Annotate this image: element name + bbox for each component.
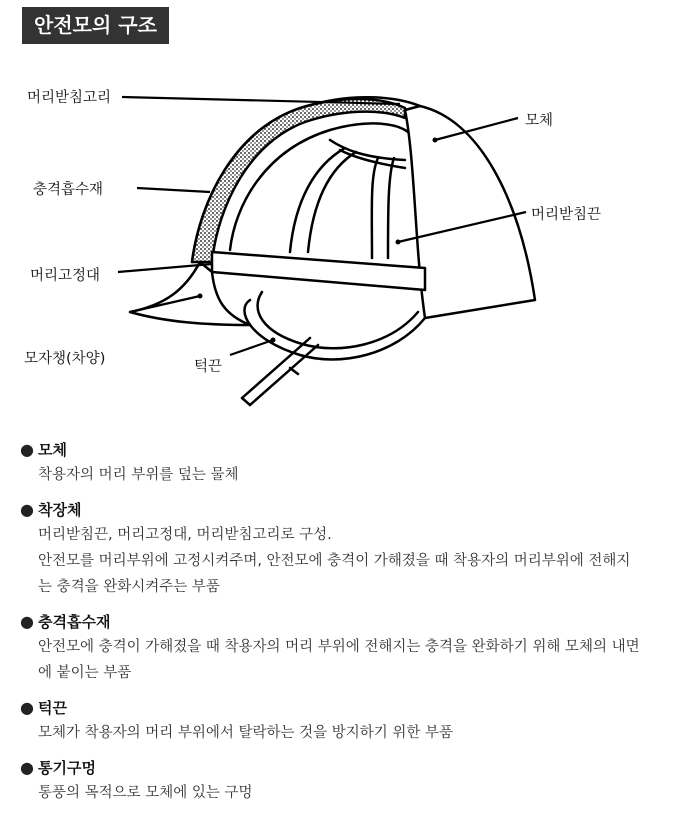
label-shock-absorber: 충격흡수재 <box>33 182 104 198</box>
definition-desc: 에 붙이는 부품 <box>38 665 132 681</box>
definition-term: 턱끈 <box>38 699 67 717</box>
bullet-icon: ● <box>20 440 34 459</box>
definition-desc: 안전모를 머리부위에 고정시켜주며, 안전모에 충격이 가해졌을 때 착용자의 머리부위에 전해지 <box>38 553 631 569</box>
label-head-band: 머리고정대 <box>30 268 101 284</box>
definition-list <box>18 438 683 816</box>
label-chin-strap: 턱끈 <box>194 359 223 375</box>
label-shell: 모체 <box>525 113 554 129</box>
definition-item <box>18 610 683 686</box>
definition-desc: 머리받침끈, 머리고정대, 머리받침고리로 구성. <box>38 527 332 543</box>
label-brim: 모자챙(차양) <box>24 351 106 367</box>
definition-desc: 통풍의 목적으로 모체에 있는 구멍 <box>38 785 253 801</box>
definition-term: 통기구멍 <box>38 759 96 777</box>
label-headband-loop: 머리받침고리 <box>27 90 112 106</box>
definition-item <box>18 438 683 488</box>
definition-item <box>18 696 683 746</box>
label-head-strap: 머리받침끈 <box>531 207 602 223</box>
definition-term: 모체 <box>38 441 67 459</box>
bullet-icon: ● <box>20 612 34 631</box>
definition-term: 착장체 <box>38 501 82 519</box>
definition-term: 충격흡수재 <box>38 613 111 631</box>
bullet-icon: ● <box>20 500 34 519</box>
bullet-icon: ● <box>20 758 34 777</box>
definition-desc: 모체가 착용자의 머리 부위에서 탈락하는 것을 방지하기 위한 부품 <box>38 725 454 741</box>
page-title: 안전모의 구조 <box>22 7 169 44</box>
definition-desc: 는 충격을 완화시켜주는 부품 <box>38 579 220 595</box>
bullet-icon: ● <box>20 698 34 717</box>
definition-item <box>18 498 683 600</box>
definition-desc: 안전모에 충격이 가해졌을 때 착용자의 머리 부위에 전해지는 충격을 완화하기 위해 모체의 내면 <box>38 639 640 655</box>
helmet-diagram <box>0 60 697 420</box>
definition-desc: 착용자의 머리 부위를 덮는 물체 <box>38 467 239 483</box>
